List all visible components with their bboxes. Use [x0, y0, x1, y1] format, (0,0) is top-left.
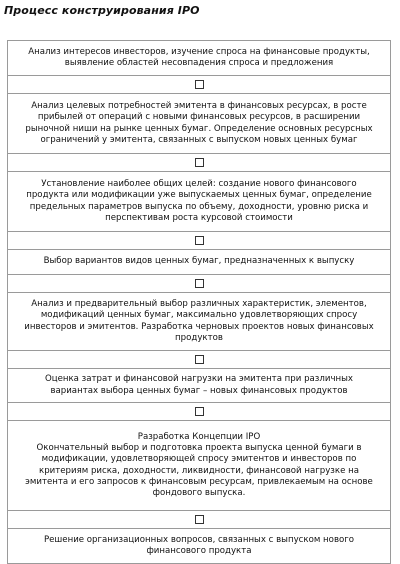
step-2-box: Анализ целевых потребностей эмитента в финансовых ресурсах, в росте прибылей от операций с новыми финансовых ресурсов, в расширении рыночной ниши на рынке ценных бумаг. Определение основных ресурсных ограничений у эмитента, связанных с выпуском новых ценных бумаг	[8, 94, 390, 154]
checkbox-icon	[195, 236, 204, 245]
step-3-box: Установление наиболее общих целей: создание нового финансового продукта или модификации уже выпускаемых ценных бумаг, определение предельных параметров выпуска по объему, доходности, уровню риска и перспективам роста курсовой стоимости	[8, 172, 390, 232]
connector-4	[8, 275, 390, 293]
checkbox-icon	[195, 158, 204, 167]
step-1-box: Анализ интересов инвесторов, изучение спроса на финансовые продукты, выявление областей несовпадения спроса и предложения	[8, 41, 390, 76]
connector-1	[8, 76, 390, 94]
step-8-box: Решение организационных вопросов, связанных с выпуском нового финансового продукта	[8, 529, 390, 564]
step-5-box: Анализ и предварительный выбор различных характеристик, элементов, модификаций ценных бумаг, максимально удовлетворяющих спросу инвесторов и эмитентов. Разработка черновых проектов новых финансовых продуктов	[8, 293, 390, 351]
connector-2	[8, 154, 390, 172]
checkbox-icon	[195, 355, 204, 364]
connector-5	[8, 351, 390, 369]
connector-6	[8, 403, 390, 421]
checkbox-icon	[195, 80, 204, 89]
step-6-box: Оценка затрат и финансовой нагрузки на эмитента при различных вариантах выбора ценных бумаг – новых финансовых продуктов	[8, 369, 390, 403]
process-flow	[7, 40, 391, 564]
checkbox-icon	[195, 407, 204, 416]
step-7-box: Разработка Концепции IPO Окончательный выбор и подготовка проекта выпуска ценной бумаги в модификации, удовлетворяющей спросу эмитентов и инвесторов по критериям риска, доходности, ликвидности, финансовой нагрузке на эмитента и его запросов к финансовым ресурсам, привлекаемым на основе фондового выпуска.	[8, 421, 390, 511]
step-4-box: Выбор вариантов видов ценных бумаг, предназначенных к выпуску	[8, 250, 390, 275]
diagram-title: Процесс конструирования IPO	[4, 4, 200, 17]
checkbox-icon	[195, 279, 204, 288]
connector-3	[8, 232, 390, 250]
connector-7	[8, 511, 390, 529]
checkbox-icon	[195, 515, 204, 524]
